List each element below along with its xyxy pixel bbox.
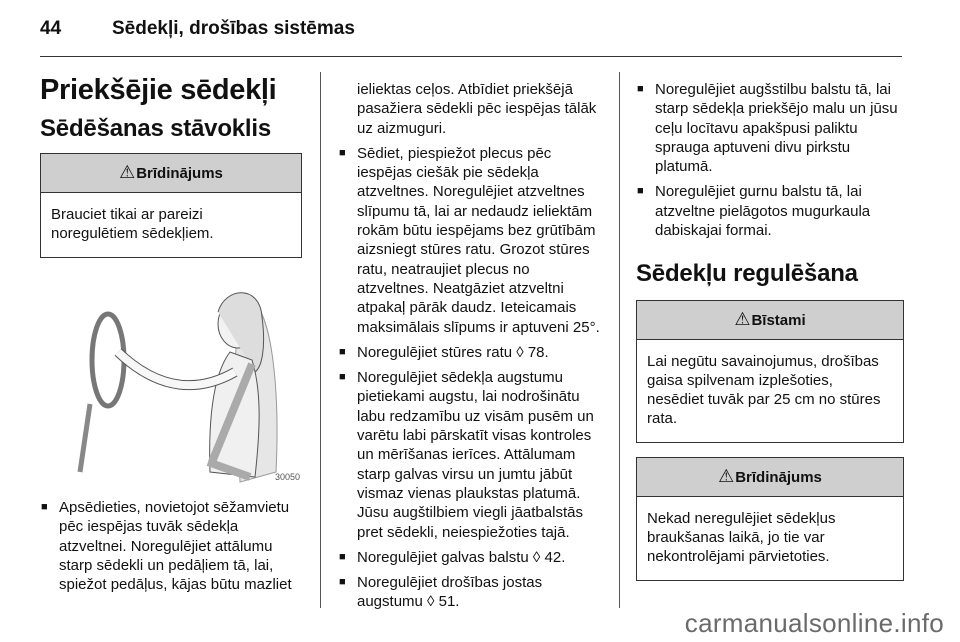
danger-box-header (637, 301, 903, 340)
bullet-list (338, 144, 604, 612)
list-item: ■ Noregulējiet gurnu balstu tā, lai atzveltne pielāgotos mugurkaula dabiskajai formai. (636, 182, 904, 240)
warning-text: Nekad neregulējiet sēdekļus braukšanas laikā, jo tie var nekontrolējami pārvietoties. (647, 510, 836, 566)
watermark: carmanualsonline.info (684, 608, 944, 638)
danger-box (636, 300, 904, 443)
column-2 (338, 80, 604, 618)
warning-title: Brīdinājums (735, 469, 822, 487)
column-divider (320, 72, 321, 608)
warning-box (636, 457, 904, 581)
illustration-code: 30050 (274, 472, 300, 482)
page-title: Sēdekļi, drošības sistēmas (112, 18, 355, 39)
continued-text: ieliektas ceļos. Atbīdiet priekšējā pasažiera sēdekli pēc iespējas tālāk uz aizmuguri. (357, 81, 597, 137)
list-item: ■ Noregulējiet augšstilbu balstu tā, lai starp sēdekļa priekšējo malu un jūsu ceļu locītavu apakšpusi paliktu sprauga aptuveni divu pirkstu platumā. (636, 80, 904, 176)
warning-box (40, 153, 302, 258)
warning-box-header (637, 458, 903, 497)
header-rule (40, 56, 902, 57)
seating-position-illustration (40, 272, 302, 484)
list-item: ■ Noregulējiet galvas balstu ◊ 42. (338, 548, 604, 567)
warning-triangle-icon: ⚠ (734, 309, 751, 330)
list-item: ■ Noregulējiet drošības jostas augstumu ◊ 51. (338, 573, 604, 612)
column-3 (636, 80, 904, 581)
list-item: ■ Sēdiet, piespiežot plecus pēc iespējas ciešāk pie sēdekļa atzveltnes. Noregulējiet atzveltnes slīpumu tā, lai ar nedaudz ieliektām rokām būtu iespējams bez grūtībām aizsniegt stūres ratu. Grozot stūres ratu, neatraujiet plecus no atzveltnes. Neatgāziet atzveltni atpakaļ pārāk daudz. Ieteicamais maksimālais slīpums ir aptuveni 25°. (338, 144, 604, 337)
warning-triangle-icon: ⚠ (119, 162, 136, 182)
page-number: 44 (40, 18, 62, 39)
section-heading: Priekšējie sēdekļi (40, 74, 277, 106)
column-divider (619, 72, 620, 608)
list-item: ■ Noregulējiet stūres ratu ◊ 78. (338, 343, 604, 362)
danger-text: Lai negūtu savainojumus, drošības gaisa spilvenam izplešoties, nesēdiet tuvāk par 25 cm no stūres rata. (647, 353, 881, 428)
warning-text: Brauciet tikai ar pareizi noregulētiem sēdekļiem. (51, 206, 214, 242)
list-item: ■ Apsēdieties, novietojot sēžamvietu pēc iespējas tuvāk sēdekļa atzveltnei. Noregulējiet attālumu starp sēdekli un pedāļiem tā, lai, spiežot pedāļus, kājas būtu mazliet (40, 498, 302, 594)
warning-box-header (41, 154, 301, 193)
section-heading: Sēdekļu regulēšana (636, 260, 858, 288)
list-item: ■ Noregulējiet sēdekļa augstumu pietiekami augstu, lai nodrošinātu labu redzamību uz visām pusēm un varētu labi pārskatīt visas kontroles un mērīšanas ierīces. Attālumam starp galvas virsu un jumtu jābūt vismaz vienas plaukstas platumā. Jūsu augštilbiem viegli jāatbalstās pret sēdekli, neiespiežoties tajā. (338, 368, 604, 542)
warning-triangle-icon: ⚠ (718, 466, 735, 487)
page-header (40, 18, 355, 40)
driver-seat-figure (40, 272, 302, 484)
column-1 (40, 74, 302, 600)
danger-title: Bīstami (751, 312, 806, 330)
bullet-list (40, 498, 302, 594)
warning-title: Brīdinājums (136, 165, 223, 182)
bullet-list (636, 80, 904, 240)
subsection-heading: Sēdēšanas stāvoklis (40, 115, 272, 142)
